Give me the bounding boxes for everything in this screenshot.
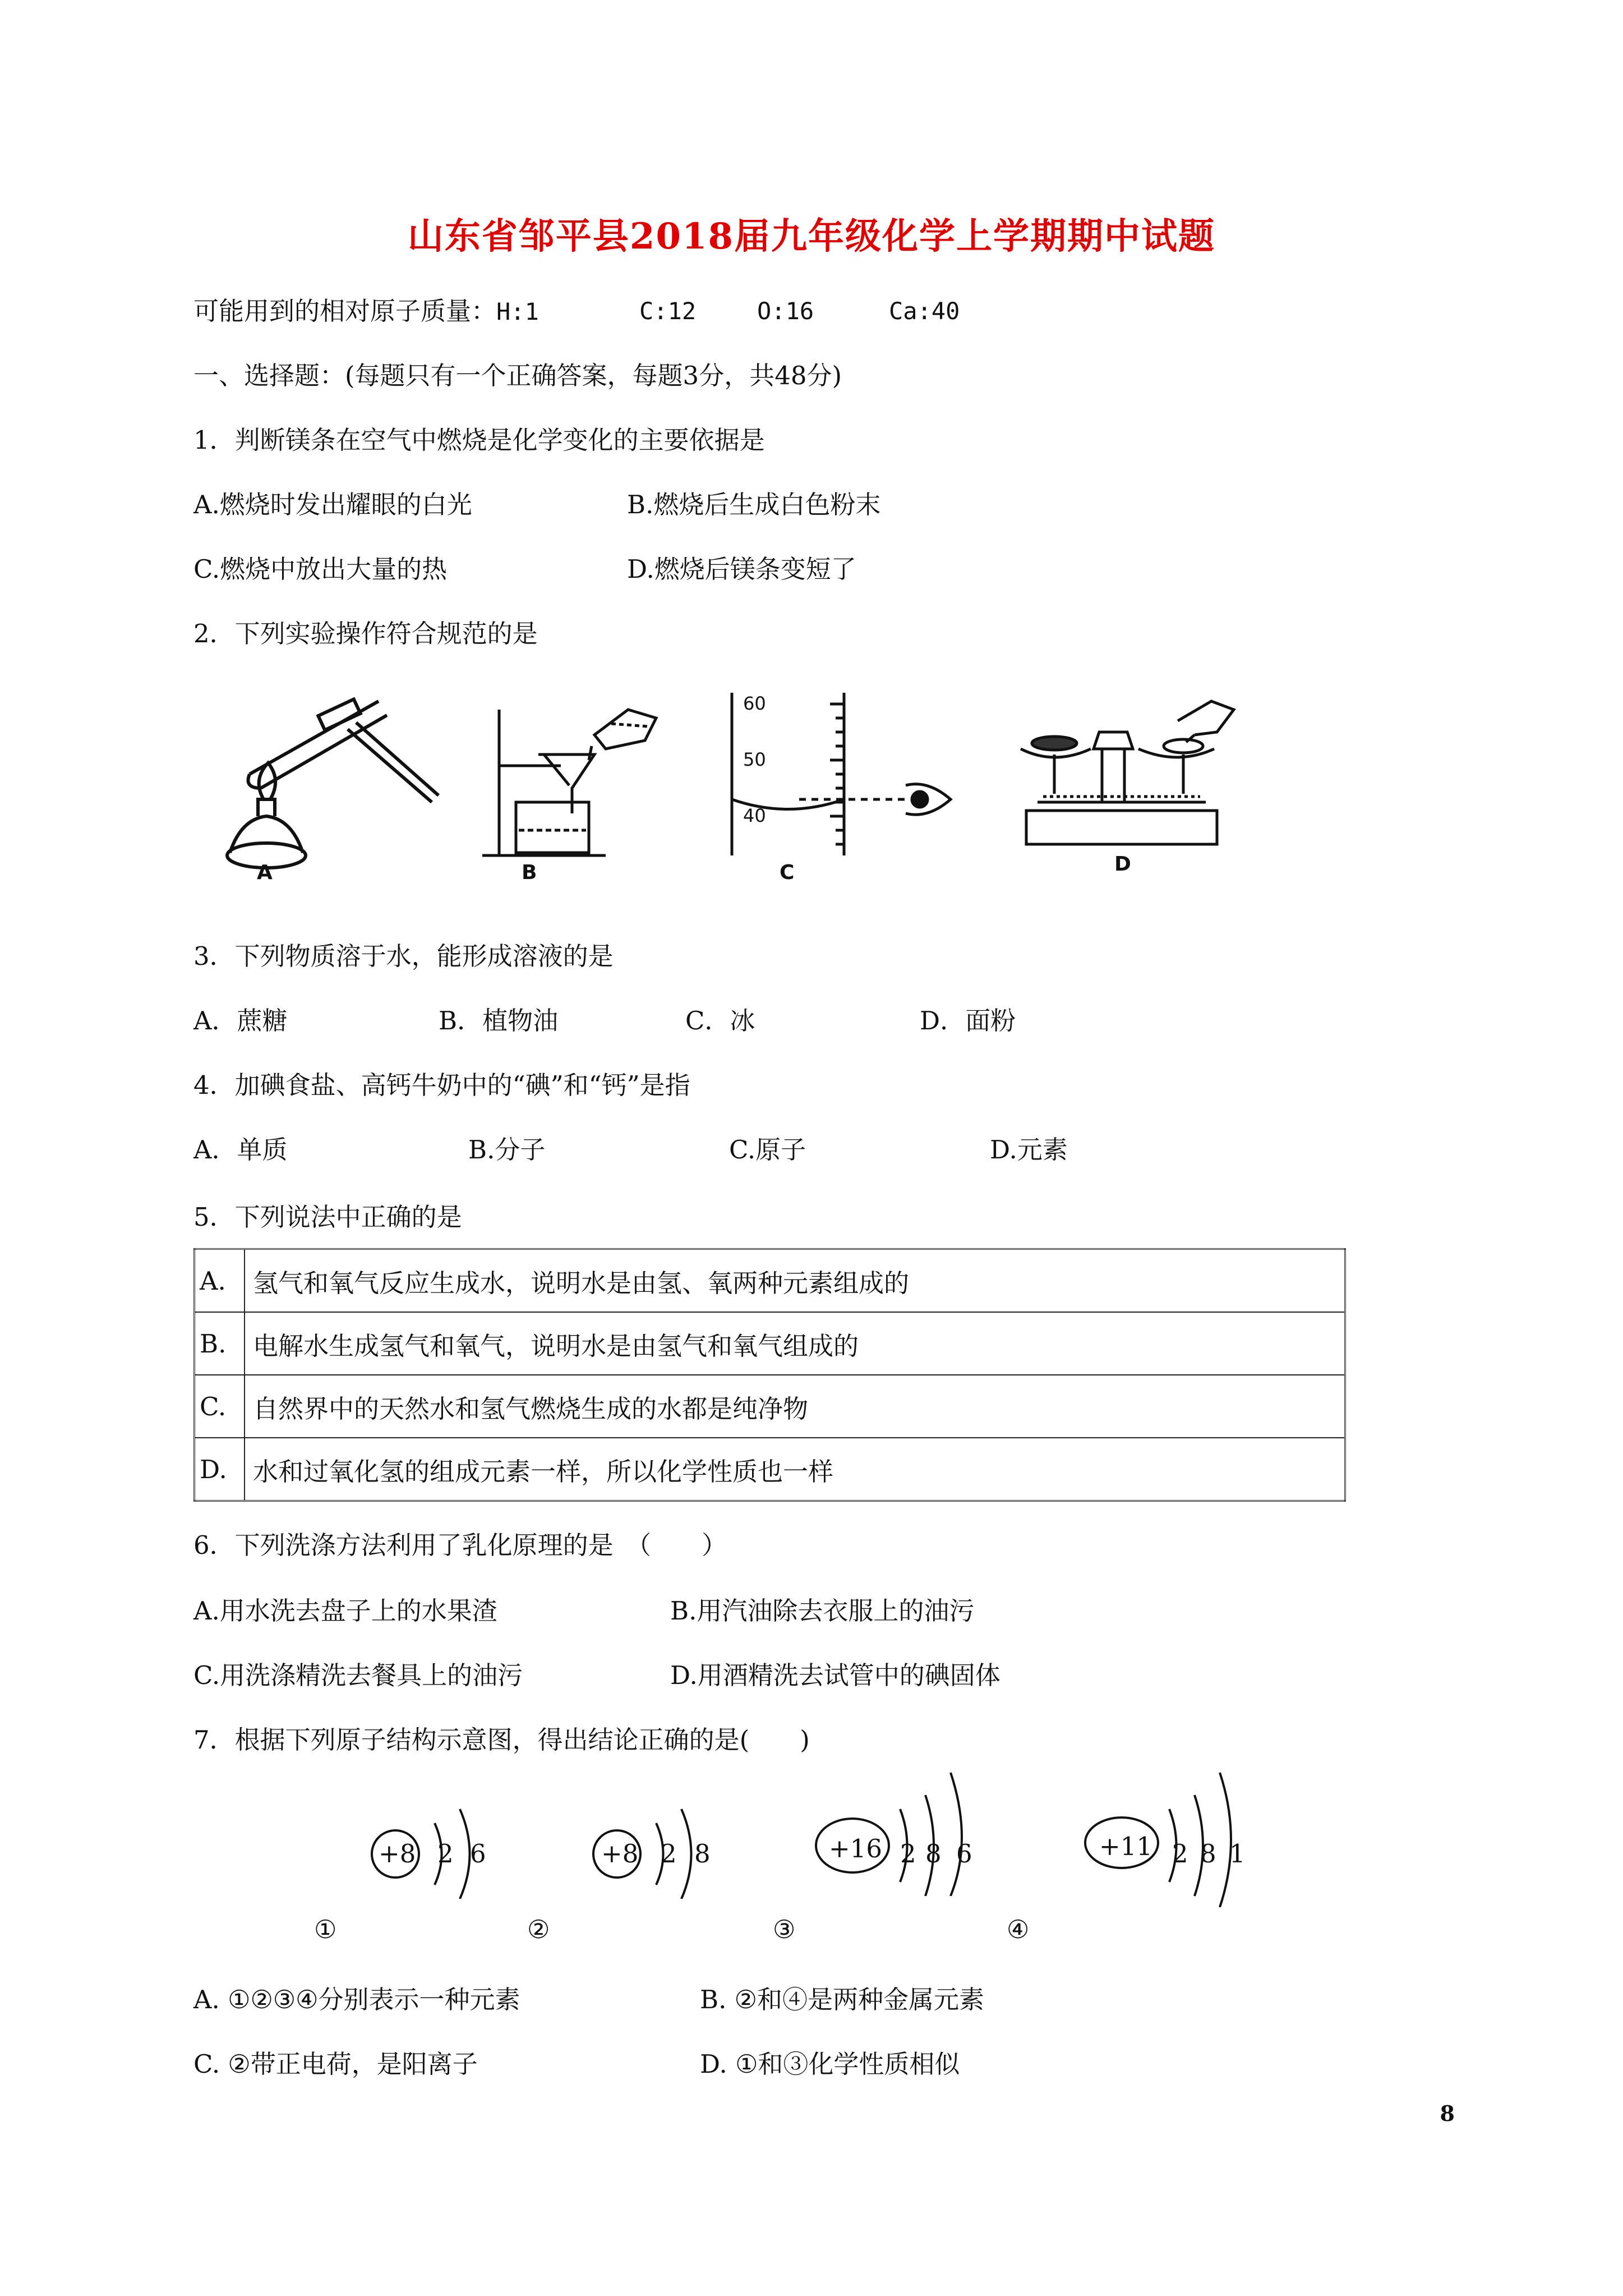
atom-3-shell-1: 2 xyxy=(900,1839,916,1869)
atom-4-shell-1: 2 xyxy=(1172,1839,1188,1869)
q6-option-b: B.用汽油除去衣服上的油污 xyxy=(670,1596,975,1626)
q3-option-d: D．面粉 xyxy=(920,1006,1016,1036)
q1-option-a: A.燃烧时发出耀眼的白光 xyxy=(193,490,472,519)
q5-stem: 5．下列说法中正确的是 xyxy=(193,1202,462,1232)
atom-3-label: ③ xyxy=(773,1915,796,1944)
page-number: 8 xyxy=(1440,2101,1455,2126)
atom-2-shell-2: 8 xyxy=(694,1839,711,1869)
atom-4-nucleus: +11 xyxy=(1099,1832,1152,1861)
q5-key-b: B. xyxy=(195,1312,245,1375)
atom-1-label: ① xyxy=(314,1915,337,1944)
atomic-mass-label: 可能用到的相对原子质量： xyxy=(193,296,497,326)
atom-4-label: ④ xyxy=(1007,1915,1030,1944)
cylinder-tick-50: 50 xyxy=(743,749,766,770)
figure-b-label: B xyxy=(522,861,537,884)
q4-option-c: C.原子 xyxy=(729,1135,806,1165)
figure-d-label: D xyxy=(1114,853,1131,876)
atom-2-shell-1: 2 xyxy=(661,1839,677,1869)
atomic-mass-o: O:16 xyxy=(757,297,814,325)
table-row xyxy=(195,1249,1345,1313)
figure-c-label: C xyxy=(780,861,795,884)
table-row xyxy=(195,1375,1345,1438)
q7-option-b: B. ②和④是两种金属元素 xyxy=(700,1985,985,2014)
atomic-mass-ca: Ca:40 xyxy=(889,297,960,325)
q5-text-c: 自然界中的天然水和氢气燃烧生成的水都是纯净物 xyxy=(245,1375,1345,1438)
q3-option-a: A．蔗糖 xyxy=(193,1006,288,1036)
atom-1-nucleus: +8 xyxy=(379,1839,416,1869)
page-title: 山东省邹平县2018届九年级化学上学期期中试题 xyxy=(407,215,1216,257)
q2-stem: 2．下列实验操作符合规范的是 xyxy=(193,619,538,648)
atom-3-nucleus: +16 xyxy=(829,1834,882,1864)
atom-4-shell-2: 8 xyxy=(1200,1839,1216,1869)
atomic-mass-line xyxy=(193,295,960,329)
atomic-mass-c: C:12 xyxy=(639,297,697,325)
q3-option-c: C．冰 xyxy=(685,1006,755,1036)
q7-option-c: C. ②带正电荷，是阳离子 xyxy=(193,2049,478,2079)
q5-text-a: 氢气和氧气反应生成水，说明水是由氢、氧两种元素组成的 xyxy=(245,1249,1345,1313)
q7-option-d: D. ①和③化学性质相似 xyxy=(700,2049,960,2079)
table-row xyxy=(195,1312,1345,1375)
figure-d-balance xyxy=(1009,687,1245,855)
figure-a-label: A xyxy=(257,861,273,884)
q5-text-d: 水和过氧化氢的组成元素一样，所以化学性质也一样 xyxy=(245,1438,1345,1501)
q7-option-a: A. ①②③④分别表示一种元素 xyxy=(193,1985,520,2014)
q4-option-a: A．单质 xyxy=(193,1135,288,1165)
q1-stem: 1．判断镁条在空气中燃烧是化学变化的主要依据是 xyxy=(193,425,765,455)
q5-text-b: 电解水生成氢气和氧气，说明水是由氢气和氧气组成的 xyxy=(245,1312,1345,1375)
atom-4-shell-3: 1 xyxy=(1229,1839,1246,1869)
q5-key-a: A. xyxy=(195,1249,245,1313)
q6-option-d: D.用酒精洗去试管中的碘固体 xyxy=(670,1660,1000,1690)
cylinder-tick-40: 40 xyxy=(743,805,766,826)
q5-key-c: C. xyxy=(195,1375,245,1438)
q1-option-d: D.燃烧后镁条变短了 xyxy=(627,554,856,584)
atom-1-shell-1: 2 xyxy=(437,1839,454,1869)
figure-a-heating-tube xyxy=(219,690,454,875)
table-row xyxy=(195,1438,1345,1501)
q6-stem: 6．下列洗涤方法利用了乳化原理的是 （ ） xyxy=(193,1530,727,1560)
q5-key-d: D. xyxy=(195,1438,245,1501)
q1-option-c: C.燃烧中放出大量的热 xyxy=(193,554,448,584)
q3-stem: 3．下列物质溶于水，能形成溶液的是 xyxy=(193,941,614,971)
atom-3-shell-2: 8 xyxy=(925,1839,942,1869)
q7-stem: 7．根据下列原子结构示意图，得出结论正确的是( ) xyxy=(193,1725,810,1755)
atomic-mass-h: H:1 xyxy=(496,298,539,325)
q5-options-table xyxy=(193,1248,1346,1502)
q6-option-a: A.用水洗去盘子上的水果渣 xyxy=(193,1596,497,1626)
atom-2-nucleus: +8 xyxy=(601,1839,639,1869)
q3-option-b: B．植物油 xyxy=(439,1006,559,1036)
q4-option-d: D.元素 xyxy=(990,1135,1068,1165)
atom-2-label: ② xyxy=(527,1915,550,1944)
q4-option-b: B.分子 xyxy=(468,1135,546,1165)
cylinder-tick-60: 60 xyxy=(743,693,766,714)
q4-stem: 4．加碘食盐、高钙牛奶中的“碘”和“钙”是指 xyxy=(193,1070,690,1100)
q6-option-c: C.用洗涤精洗去餐具上的油污 xyxy=(193,1660,523,1690)
atom-diagram-3 xyxy=(810,1761,995,1896)
atom-1-shell-2: 6 xyxy=(470,1839,486,1869)
section-heading: 一、选择题：(每题只有一个正确答案，每题3分，共48分) xyxy=(193,361,842,390)
q1-option-b: B.燃烧后生成白色粉末 xyxy=(627,490,881,519)
figure-b-filtration xyxy=(477,693,667,861)
atom-3-shell-3: 6 xyxy=(956,1839,972,1869)
